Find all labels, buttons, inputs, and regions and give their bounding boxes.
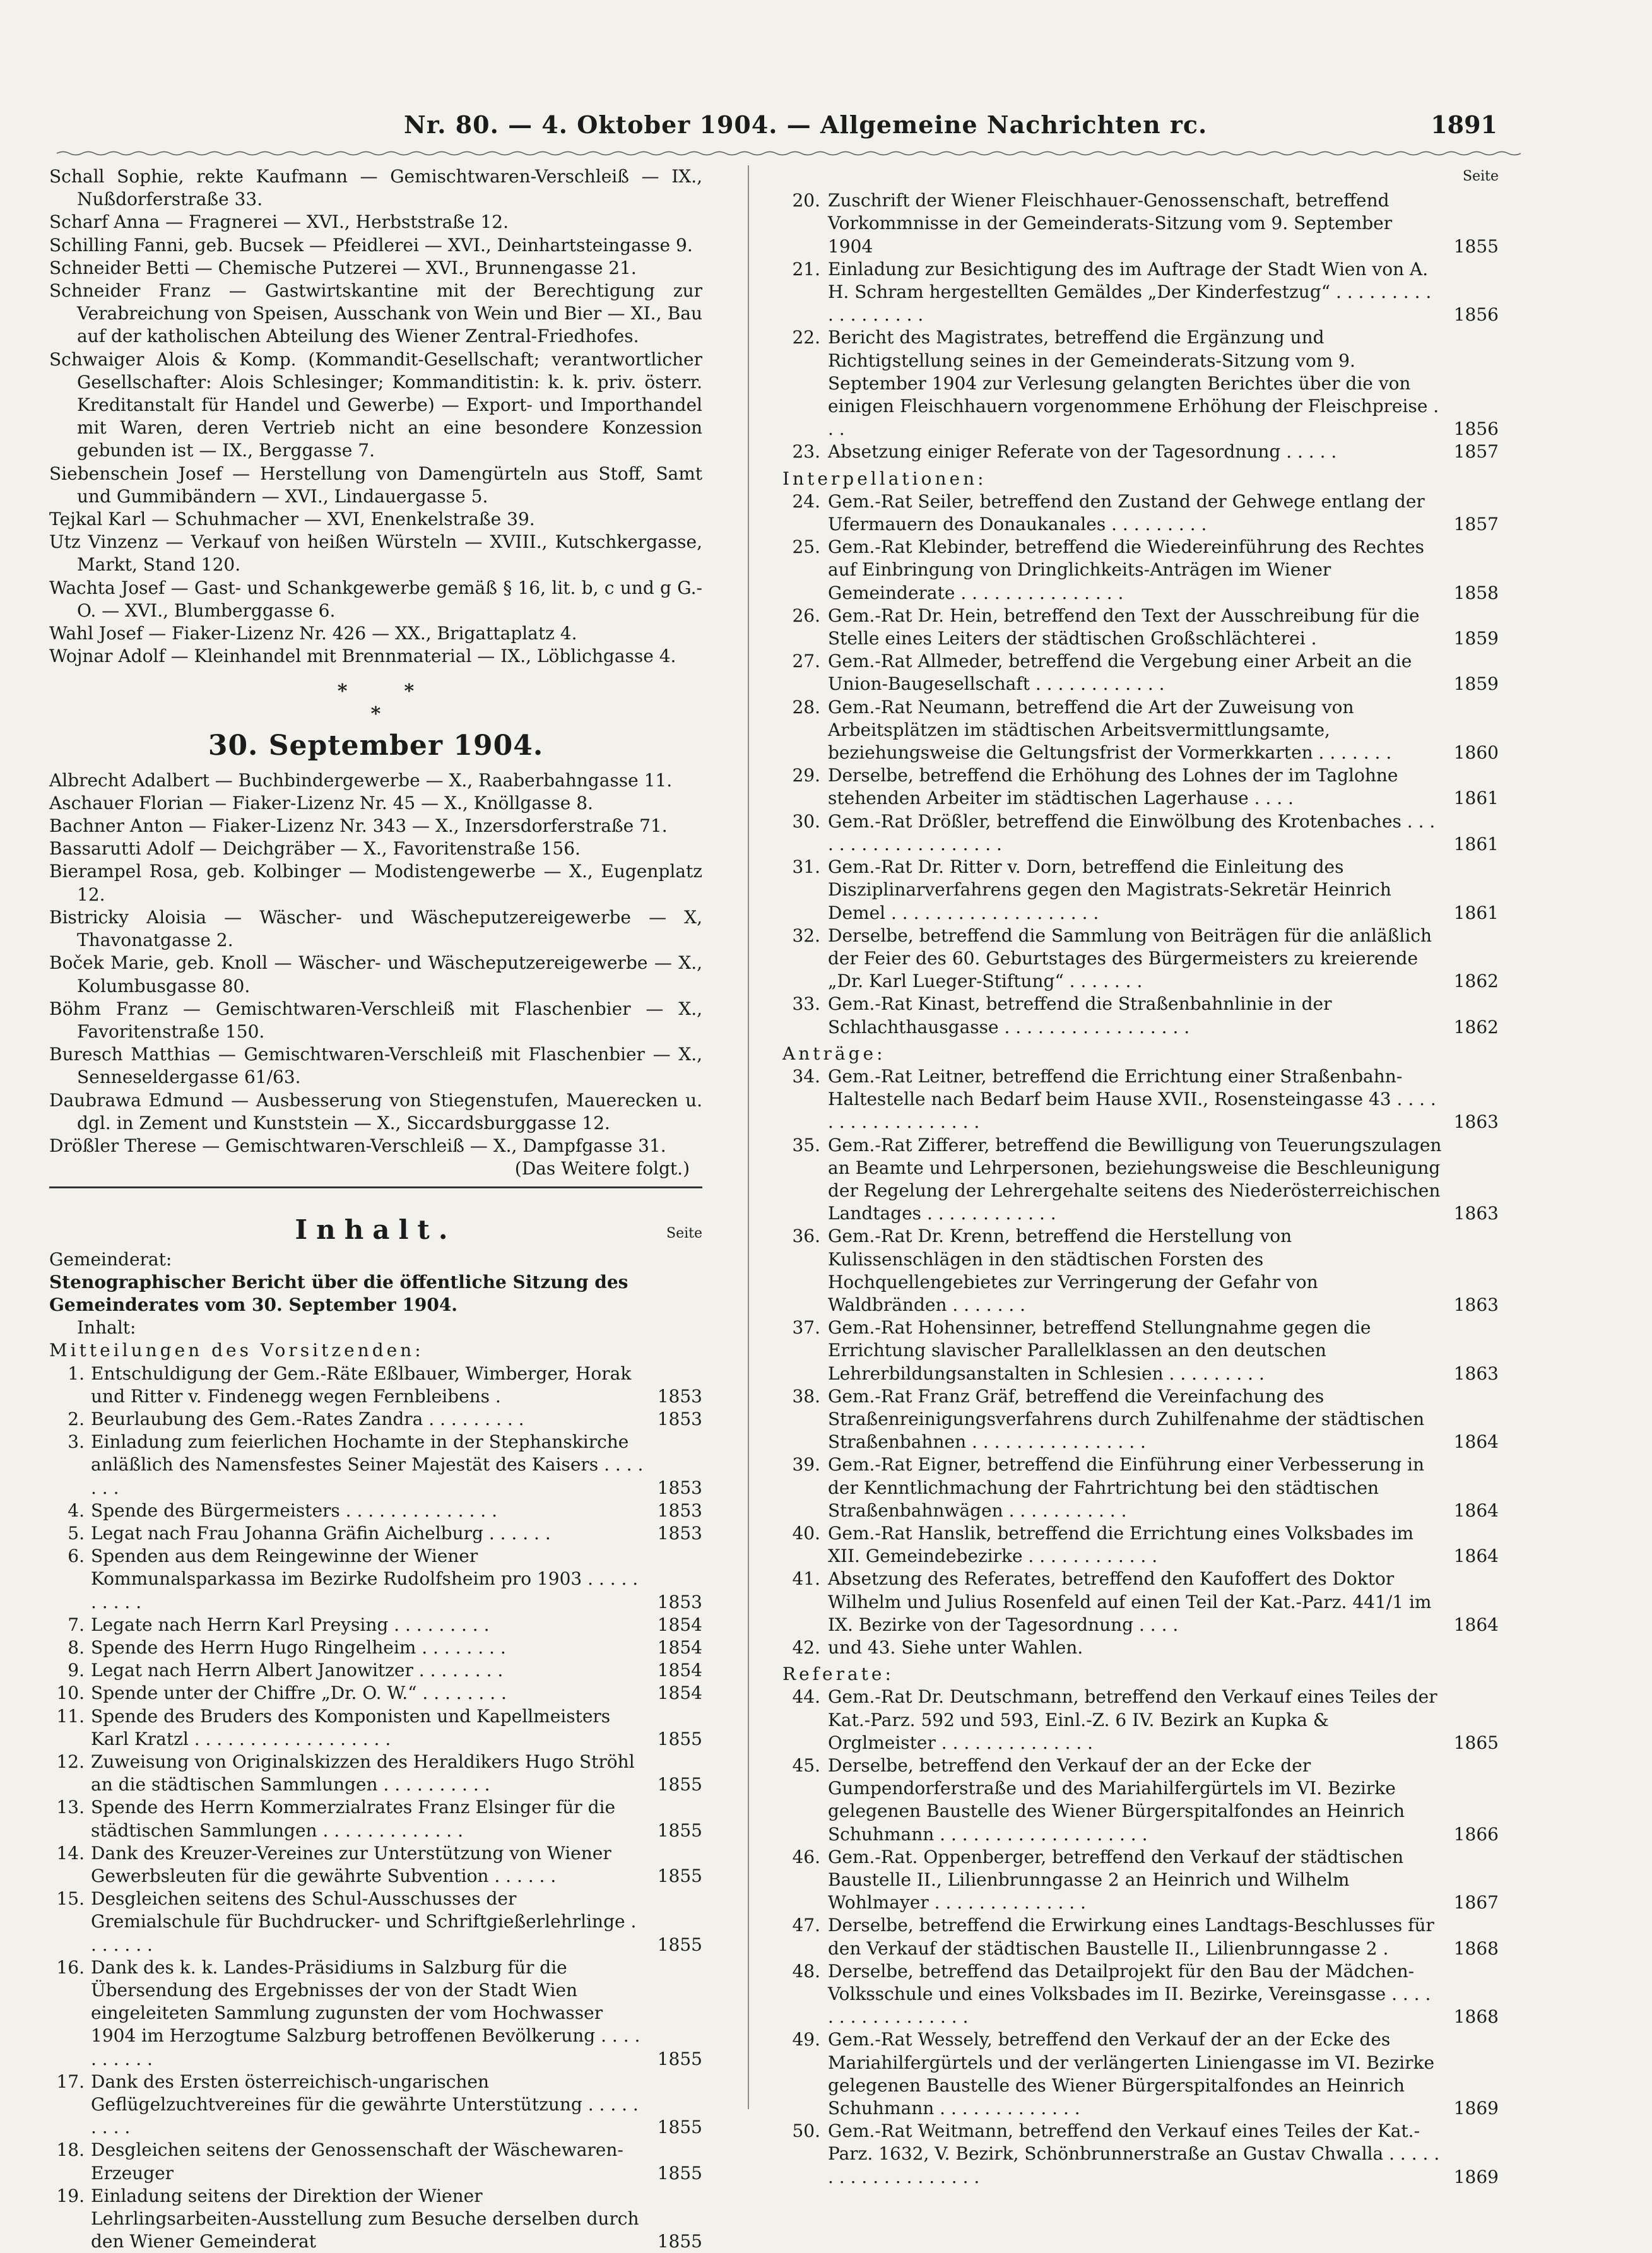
toc-list-referate [782,1686,1499,2188]
toc-item [49,1636,702,1659]
register-entry: Schneider Betti — Chemische Putzerei — XVI., Brunnengasse 21. [49,257,637,278]
toc-item [49,1408,702,1431]
toc-item-number: 46. [792,1846,820,1867]
register-entry: Bassarutti Adolf — Deichgräber — X., Favoritenstraße 156. [49,838,581,860]
toc-item-page: 1853 [657,1477,702,1498]
toc-item-text: Gem.-Rat Dr. Deutschmann, betreffend den Verkauf eines Teiles der Kat.-Parz. 592 und 593, Einl.-Z. 6 IV. Bezirk an Kupka & Orglmeister . . . . . . . . . . . . . . [828,1686,1437,1753]
toc-item-number: 23. [792,441,820,463]
toc-item-text: Dank des Ersten österreichisch-ungarischen Geflügelzuchtvereines für die gewährte Unterstützung . . . . . . . . . [91,2071,639,2138]
toc-item-page: 1864 [1453,1499,1499,1521]
toc-item [782,993,1499,1038]
toc-item-number: 10. [56,1682,85,1704]
toc-item-page: 1860 [1453,742,1499,764]
toc-item [782,1846,1499,1915]
page-header-title: Nr. 80. — 4. Oktober 1904. — Allgemeine Nachrichten rc. [404,110,1208,139]
toc-item-number: 32. [792,925,820,946]
toc-item-text: Desgleichen seitens des Schul-Ausschusses der Gremialschule für Buchdrucker- und Schriftgießerlehrlinge . . . . . . . [91,1888,637,1955]
toc-item-page: 1863 [1453,1294,1499,1315]
register-entry: Bachner Anton — Fiaker-Lizenz Nr. 343 — X., Inzersdorferstraße 71. [49,815,668,837]
toc-item-page: 1854 [657,1636,702,1658]
contents-heading-text: Inhalt. [295,1214,457,1246]
toc-item-number: 12. [56,1751,85,1772]
toc-item-number: 30. [792,810,820,832]
seite-label: Seite [666,1226,702,1242]
toc-item-page: 1868 [1453,2006,1499,2028]
toc-item-page: 1855 [657,1774,702,1795]
toc-item-number: 19. [56,2185,85,2206]
toc-item-number: 16. [56,1956,85,1978]
toc-item-page: 1862 [1453,1016,1499,1038]
toc-item [49,2071,702,2139]
register-entries-before [49,165,702,668]
toc-item-page: 1853 [657,1499,702,1521]
toc-item-text: Gem.-Rat Wessely, betreffend den Verkauf der an der Ecke des Mariahilfergürtels und der verlängerten Liniengasse im VI. Bezirke gelegenen Baustelle des Wiener Bürgerspitalfondes an Heinrich Schuhmann . . . . . . . . . . . . . [828,2029,1435,2119]
toc-item [782,925,1499,993]
register-entry: Boček Marie, geb. Knoll — Wäscher- und Wäscheputzereigewerbe — X., Kolumbusgasse 80. [49,952,702,996]
toc-item [782,326,1499,441]
toc-item-text: Beurlaubung des Gem.-Rates Zandra . . . . . . . . . [91,1408,524,1429]
register-entry: Scharf Anna — Fragnerei — XVI., Herbststraße 12. [49,211,509,233]
toc-item-number: 36. [792,1226,820,1247]
register-entry: Schwaiger Alois & Komp. (Kommandit-Gesellschaft; verantwortlicher Gesellschafter: Alois Schlesinger; Kommanditistin: k. k. priv. österr. Kreditanstalt für Handel und Gewerbe) — Export- und Importhandel mit Waren, deren Vertrieb nicht an eine besondere Konzession gebunden ist — IX., Berggasse 7. [49,348,702,461]
register-entry: Wahl Josef — Fiaker-Lizenz Nr. 426 — XX., Brigattaplatz 4. [49,623,577,644]
toc-item-page: 1857 [1453,514,1499,535]
toc-item [782,1914,1499,1960]
toc-item-number: 31. [792,856,820,878]
toc-list-interpellationen [782,490,1499,1039]
toc-item-text: Absetzung einiger Referate von der Tagesordnung . . . . . [828,441,1337,463]
toc-item [49,2185,702,2253]
toc-list-antraege [782,1065,1499,1659]
toc-item-number: 21. [792,258,820,280]
toc-item-page: 1861 [1453,788,1499,809]
toc-item [49,1888,702,1956]
toc-item-text: Gem.-Rat Klebinder, betreffend die Wiedereinführung des Rechtes auf Einbringung von Dringlichkeits-Anträgen im Wiener Gemeinderate . . . . . . . . . . . . . . . [828,536,1425,603]
register-entry: Bistricky Aloisia — Wäscher- und Wäscheputzereigewerbe — X, Thavonatgasse 2. [49,906,702,951]
toc-item-text: Gem.-Rat Weitmann, betreffend den Verkauf eines Teiles der Kat.-Parz. 1632, V. Bezirk, Schönbrunnerstraße an Gustav Chwalla . . . . . . . . . . . . . . . . . . . [828,2120,1440,2187]
toc-item-number: 4. [68,1499,85,1521]
toc-item-page: 1864 [1453,1614,1499,1635]
toc-item [49,1796,702,1842]
toc-item-text: Dank des k. k. Landes-Präsidiums in Salzburg für die Übersendung des Ergebnisses der von der Stadt Wien eingeleiteten Sammlung zugunsten der vom Hochwasser 1904 im Herzogtume Salzburg betroffenen Bevölkerung . . . . . . . . . . [91,1956,640,2069]
toc-item-number: 17. [56,2071,85,2092]
toc-item-number: 24. [792,490,820,512]
toc-item-number: 18. [56,2139,85,2161]
toc-item-number: 40. [792,1522,820,1544]
toc-item-page: 1855 [657,2117,702,2138]
toc-item-page: 1866 [1453,1823,1499,1845]
toc-item-number: 2. [68,1408,85,1429]
toc-item-number: 13. [56,1797,85,1818]
toc-item-text: Spende unter der Chiffre „Dr. O. W.“ . . . . . . . . [91,1682,507,1704]
toc-item-page: 1864 [1453,1431,1499,1453]
toc-item-text: Gem.-Rat Dr. Krenn, betreffend die Herstellung von Kulissenschlägen in den städtischen Forsten des Hochquellengebietes zur Verringerung der Gefahr von Waldbränden . . . . . . . [828,1226,1318,1315]
toc-item-page: 1859 [1453,628,1499,649]
toc-item-number: 5. [68,1522,85,1544]
toc-item-number: 29. [792,765,820,786]
toc-item-number: 11. [56,1705,85,1727]
toc-item-text: Absetzung des Referates, betreffend den Kaufoffert des Doktor Wilhelm und Julius Rosenfeld auf einen Teil der Kat.-Parz. 441/1 im IX. Bezirke von der Tagesordnung . . . . [828,1568,1432,1635]
column-divider [748,165,749,2109]
interpellationen-label: Interpellationen: [782,468,987,489]
toc-item-text: Gem.-Rat Zifferer, betreffend die Bewilligung von Teuerungszulagen an Beamte und Lehrpersonen, beziehungsweise die Beschleunigung der Regelung der Lehrergehalte seitens des Niederösterreichischen Landtages . . . . . . . . . . . . [828,1134,1442,1224]
toc-item-number: 35. [792,1134,820,1156]
toc-item-page: 1853 [657,1408,702,1429]
toc-item-number: 44. [792,1686,820,1708]
toc-item [782,1636,1499,1659]
toc-item [49,2139,702,2184]
toc-item-page: 1859 [1453,673,1499,695]
toc-item [49,1363,702,1408]
register-entry: Wojnar Adolf — Kleinhandel mit Brennmaterial — IX., Löblichgasse 4. [49,646,676,667]
toc-item-page: 1855 [657,1728,702,1749]
toc-list-left [49,1363,702,2253]
toc-item [782,1316,1499,1385]
toc-item-page: 1855 [657,1866,702,1887]
section-stars [49,680,702,726]
page-number: 1891 [1431,110,1497,139]
toc-item [49,1682,702,1705]
toc-item-number: 7. [68,1614,85,1635]
toc-item-number: 27. [792,651,820,672]
toc-item-text: Gem.-Rat Franz Gräf, betreffend die Vereinfachung des Straßenreinigungsverfahrens durch Zuhilfenahme der städtischen Straßenbahnen . . . . . . . . . . . . . . . . [828,1385,1425,1453]
header-wavy-rule [57,150,1521,157]
toc-item-number: 22. [792,327,820,348]
toc-item-text: Legat nach Herrn Albert Janowitzer . . . . . . . . [91,1660,504,1681]
toc-item [782,696,1499,765]
toc-item [49,1431,702,1499]
toc-item [782,856,1499,925]
toc-item-page: 1853 [657,1591,702,1612]
toc-item [782,441,1499,463]
star: * [404,680,415,703]
toc-item [782,1960,1499,2029]
toc-item-page: 1855 [657,2048,702,2069]
toc-item-page: 1854 [657,1660,702,1681]
toc-item [49,1956,702,2071]
toc-item [782,189,1499,258]
page-header [0,110,1652,148]
toc-item [782,1385,1499,1454]
toc-item-text: Spende des Herrn Kommerzialrates Franz Elsinger für die städtischen Sammlungen . . . . . . . . . . . . . [91,1797,616,1841]
toc-item-page: 1861 [1453,902,1499,923]
register-entry: Schall Sophie, rekte Kaufmann — Gemischtwaren-Verschleiß — IX., Nußdorferstraße 33. [49,166,702,210]
toc-item-page: 1856 [1453,418,1499,440]
toc-item-text: Gem.-Rat Dr. Ritter v. Dorn, betreffend die Einleitung des Disziplinarverfahrens gegen den Magistrats-Sekretär Heinrich Demel . . . . . . . . . . . . . . . . . . . [828,856,1391,923]
toc-item [782,2120,1499,2189]
toc-item-text: Gem.-Rat Allmeder, betreffend die Vergebung einer Arbeit an die Union-Baugesellschaft . . . . . . . . . . . . [828,651,1412,695]
toc-item-text: Derselbe, betreffend die Sammlung von Beiträgen für die anläßlich der Feier des 60. Geburtstages des Bürgermeisters zu kreierende „Dr. Karl Lueger-Stiftung“ . . . . . . . [828,925,1432,992]
toc-item-page: 1862 [1453,971,1499,992]
toc-item-number: 38. [792,1385,820,1407]
toc-item-text: Gem.-Rat Hohensinner, betreffend Stellungnahme gegen die Errichtung slavischer Parallelklassen an den deutschen Lehrerbildungsanstalten in Schlesien . . . . . . . . . [828,1317,1371,1384]
toc-item-text: Gem.-Rat Hanslik, betreffend die Errichtung eines Volksbades im XII. Gemeindebezirke . . . . . . . . . . . . [828,1522,1414,1567]
toc-item-page: 1855 [657,2162,702,2184]
toc-item [49,1545,702,1614]
toc-item-page: 1869 [1453,2166,1499,2187]
toc-item-page: 1855 [657,1819,702,1841]
toc-item [782,1065,1499,1134]
antraege-label: Anträge: [782,1043,886,1064]
register-entry: Drößler Therese — Gemischtwaren-Verschleiß — X., Dampfgasse 31. [49,1135,666,1156]
toc-item-text: Zuweisung von Originalskizzen des Heraldikers Hugo Ströhl an die städtischen Sammlungen . . . . . . . . . . [91,1751,635,1795]
toc-item-text: Spende des Bruders des Komponisten und Kapellmeisters Karl Kratzl . . . . . . . . . . . . . . . . . . [91,1705,611,1749]
report-title: Stenographischer Bericht über die öffentliche Sitzung des Gemeinderates vom 30. September 1904. [49,1271,628,1315]
toc-item-page: 1868 [1453,1937,1499,1959]
toc-item-text: Einladung zum feierlichen Hochamte in der Stephanskirche anläßlich des Namensfestes Seiner Majestät des Kaisers . . . . . . . [91,1431,644,1498]
register-entry: Schneider Franz — Gastwirtskantine mit der Berechtigung zur Verabreichung von Speisen, Ausschank von Wein und Bier — XI., Bau auf der katholischen Abteilung des Wiener Zentral-Friedhofes. [49,280,702,347]
register-entry: Böhm Franz — Gemischtwaren-Verschleiß mit Flaschenbier — X., Favoritenstraße 150. [49,998,702,1042]
toc-item-number: 39. [792,1454,820,1475]
toc-item-text: Spenden aus dem Reingewinne der Wiener Kommunalsparkassa im Bezirke Rudolfsheim pro 1903 . . . . . . . . . . [91,1546,639,1612]
toc-item-page: 1853 [657,1385,702,1407]
toc-item-text: Derselbe, betreffend den Verkauf der an der Ecke der Gumpendorferstraße und des Mariahilfergürtels im VI. Bezirke gelegenen Baustelle des Wiener Bürgerspitalfondes an Heinrich Schuhmann . . . . . . . . . . . . . . . . . . . [828,1755,1405,1845]
toc-item-number: 14. [56,1842,85,1864]
toc-item [782,1453,1499,1522]
toc-item [782,258,1499,327]
register-entry: Siebenschein Josef — Herstellung von Damengürteln aus Stoff, Samt und Gummibändern — XVI., Lindauergasse 5. [49,463,702,507]
toc-item-text: Spende des Bürgermeisters . . . . . . . . . . . . . . [91,1499,497,1521]
toc-item-number: 6. [68,1546,85,1567]
toc-item-number: 50. [792,2120,820,2142]
register-entry: Albrecht Adalbert — Buchbindergewerbe — X., Raaberbahngasse 11. [49,769,673,791]
toc-item [49,1751,702,1796]
toc-item-number: 48. [792,1960,820,1982]
toc-item-number: 15. [56,1888,85,1910]
toc-item [49,1499,702,1522]
toc-item [782,2028,1499,2120]
toc-item-number: 28. [792,696,820,718]
toc-item-number: 20. [792,190,820,211]
toc-item-text: Dank des Kreuzer-Vereines zur Unterstützung von Wiener Gewerbsleuten für die gewährte Subvention . . . . . . [91,1842,611,1887]
gemeinderat-label: Gemeinderat: [49,1248,172,1270]
referate-label: Referate: [782,1664,894,1685]
toc-list-general [782,189,1499,463]
toc-item-page: 1856 [1453,304,1499,326]
toc-item-number: 3. [68,1431,85,1453]
left-column [49,165,702,2253]
section-divider [49,1186,702,1188]
toc-item-page: 1855 [657,1934,702,1955]
toc-item [49,1614,702,1636]
toc-item [782,1568,1499,1636]
toc-item-page: 1863 [1453,1203,1499,1224]
toc-item-page: 1855 [1453,235,1499,257]
toc-item-text: Spende des Herrn Hugo Ringelheim . . . . . . . . [91,1636,506,1658]
register-entry: Tejkal Karl — Schuhmacher — XVI, Enenkelstraße 39. [49,509,535,530]
toc-item-number: 47. [792,1915,820,1936]
toc-item-text: Gem.-Rat Neumann, betreffend die Art der Zuweisung von Arbeitsplätzen im städtischen Arbeitsvermittlungsamte, beziehungsweise die Geltungsfrist der Vormerkkarten . . . . . . . [828,696,1392,764]
toc-item-number: 45. [792,1755,820,1777]
right-column [782,165,1499,2189]
toc-item [49,1659,702,1682]
toc-item-page: 1857 [1453,441,1499,463]
register-entry: Wachta Josef — Gast- und Schankgewerbe gemäß § 16, lit. b, c und g G.-O. — XVI., Blumberggasse 6. [49,577,702,621]
toc-item [782,1134,1499,1226]
toc-item-number: 34. [792,1065,820,1087]
toc-item-page: 1858 [1453,582,1499,603]
toc-item-text: Gem.-Rat. Oppenberger, betreffend den Verkauf der städtischen Baustelle II., Lilienbrunngasse 2 an Heinrich und Wilhelm Wohlmayer . . . . . . . . . . . . . . [828,1846,1404,1913]
toc-item [782,810,1499,856]
mitteilungen-label: Mitteilungen des Vorsitzenden: [49,1340,424,1361]
toc-item [782,605,1499,650]
toc-item-text: Gem.-Rat Dr. Hein, betreffend den Text der Ausschreibung für die Stelle eines Leiters der städtischen Großschlächterei . [828,605,1420,649]
toc-item-number: 37. [792,1317,820,1339]
star: * [337,680,348,703]
date-heading: 30. September 1904. [208,730,544,762]
toc-item-number: 26. [792,605,820,626]
toc-item-number: 41. [792,1568,820,1590]
toc-item-text: Derselbe, betreffend die Erhöhung des Lohnes der im Taglohne stehenden Arbeiter im städtischen Lagerhause . . . . [828,765,1398,809]
toc-item-number: 1. [68,1363,85,1384]
register-entry: Utz Vinzenz — Verkauf von heißen Würsteln — XVIII., Kutschkergasse, Markt, Stand 120. [49,531,702,576]
toc-item [49,1705,702,1751]
register-entry: Schilling Fanni, geb. Bucsek — Pfeidlerei — XVI., Deinhartsteingasse 9. [49,234,693,256]
seite-label-right: Seite [1463,169,1499,184]
toc-item-text: Gem.-Rat Kinast, betreffend die Straßenbahnlinie in der Schlachthausgasse . . . . . . . . . . . . . . . . . [828,993,1332,1038]
toc-item-text: Gem.-Rat Leitner, betreffend die Errichtung einer Straßenbahn-Haltestelle nach Bedarf beim Hause XVII., Rosensteingasse 43 . . . . . . . . . . . . . . . . . . [828,1065,1436,1133]
toc-item-page: 1854 [657,1682,702,1704]
toc-item-page: 1864 [1453,1546,1499,1567]
toc-item-page: 1867 [1453,1892,1499,1913]
toc-item [782,1522,1499,1568]
toc-item-text: Desgleichen seitens der Genossenschaft der Wäschewaren-Erzeuger [91,2139,623,2184]
toc-item-page: 1865 [1453,1732,1499,1753]
toc-item [782,536,1499,605]
toc-item-text: und 43. Siehe unter Wahlen. [828,1637,1083,1658]
toc-item [49,1842,702,1888]
register-entry: Daubrawa Edmund — Ausbesserung von Stiegenstufen, Mauerecken u. dgl. in Zement und Kunststein — X., Siccardsburggasse 12. [49,1089,702,1133]
toc-item-text: Derselbe, betreffend das Detailprojekt für den Bau der Mädchen-Volksschule und eines Volksbades im II. Bezirke, Vereinsgasse . . . . . . . . . . . . . . . . . [828,1960,1431,2028]
toc-item-page: 1855 [657,2231,702,2252]
toc-item-page: 1863 [1453,1111,1499,1133]
toc-item-text: Legat nach Frau Johanna Gräfin Aichelburg . . . . . . [91,1522,551,1544]
toc-item-text: Legate nach Herrn Karl Preysing . . . . . . . . . [91,1614,490,1635]
register-entry: Bierampel Rosa, geb. Kolbinger — Modistengewerbe — X., Eugenplatz 12. [49,861,702,905]
toc-item-page: 1863 [1453,1363,1499,1384]
toc-item-text: Gem.-Rat Seiler, betreffend den Zustand der Gehwege entlang der Ufermauern des Donaukanales . . . . . . . . . [828,490,1425,535]
toc-item [782,1754,1499,1846]
continued-note: (Das Weitere folgt.) [514,1158,690,1180]
toc-item-text: Gem.-Rat Drößler, betreffend die Einwölbung des Krotenbaches . . . . . . . . . . . . . . . . . . . [828,810,1436,854]
toc-item-text: Einladung seitens der Direktion der Wiener Lehrlingsarbeiten-Ausstellung zum Besuche derselben durch den Wiener Gemeinderat [91,2185,639,2252]
toc-item [782,1686,1499,1754]
toc-item-text: Einladung zur Besichtigung des im Auftrage der Stadt Wien von A. H. Schram hergestellten Gemäldes „Der Kinderfestzug“ . . . . . . . . . . . . . . . . . . [828,258,1432,326]
toc-item [782,650,1499,695]
toc-item-page: 1853 [657,1522,702,1544]
toc-item-page: 1869 [1453,2098,1499,2119]
toc-item-text: Zuschrift der Wiener Fleischhauer-Genossenschaft, betreffend Vorkommnisse in der Gemeinderats-Sitzung vom 9. September 1904 [828,190,1393,257]
toc-item-number: 9. [68,1660,85,1681]
toc-item-number: 25. [792,536,820,558]
toc-item-text: Gem.-Rat Eigner, betreffend die Einführung einer Verbesserung in der Kenntlichmachung der Fahrtrichtung bei den städtischen Straßenbahnwägen . . . . . . . . . . . [828,1454,1425,1521]
toc-item-number: 8. [68,1636,85,1658]
toc-item [49,1522,702,1545]
inhalt-label: Inhalt: [77,1317,136,1339]
toc-item-page: 1854 [657,1614,702,1635]
toc-item-number: 33. [792,993,820,1015]
register-entry: Buresch Matthias — Gemischtwaren-Verschleiß mit Flaschenbier — X., Senneseldergasse 61/63. [49,1044,702,1088]
toc-item-number: 49. [792,2029,820,2050]
toc-item-text: Bericht des Magistrates, betreffend die Ergänzung und Richtigstellung seines in der Gemeinderats-Sitzung vom 9. September 1904 zur Verlesung gelangten Berichtes über die von einigen Fleischhauern vorgenommene Erhöhung der Fleischpreise . . . [828,327,1439,440]
toc-item [782,764,1499,810]
contents-heading [49,1214,702,1246]
toc-item [782,490,1499,536]
toc-item-number: 42. [792,1637,820,1658]
toc-item-page: 1861 [1453,833,1499,854]
toc-item-text: Derselbe, betreffend die Erwirkung eines Landtags-Beschlusses für den Verkauf der städtischen Baustelle II., Lilienbrunngasse 2 . [828,1915,1434,1959]
register-entries-after [49,769,702,1157]
toc-item [782,1225,1499,1316]
star: * [370,703,381,726]
register-entry: Aschauer Florian — Fiaker-Lizenz Nr. 45 — X., Knöllgasse 8. [49,792,593,813]
toc-item-text: Entschuldigung der Gem.-Räte Eßlbauer, Wimberger, Horak und Ritter v. Findenegg wegen Fernbleibens . [91,1363,632,1407]
